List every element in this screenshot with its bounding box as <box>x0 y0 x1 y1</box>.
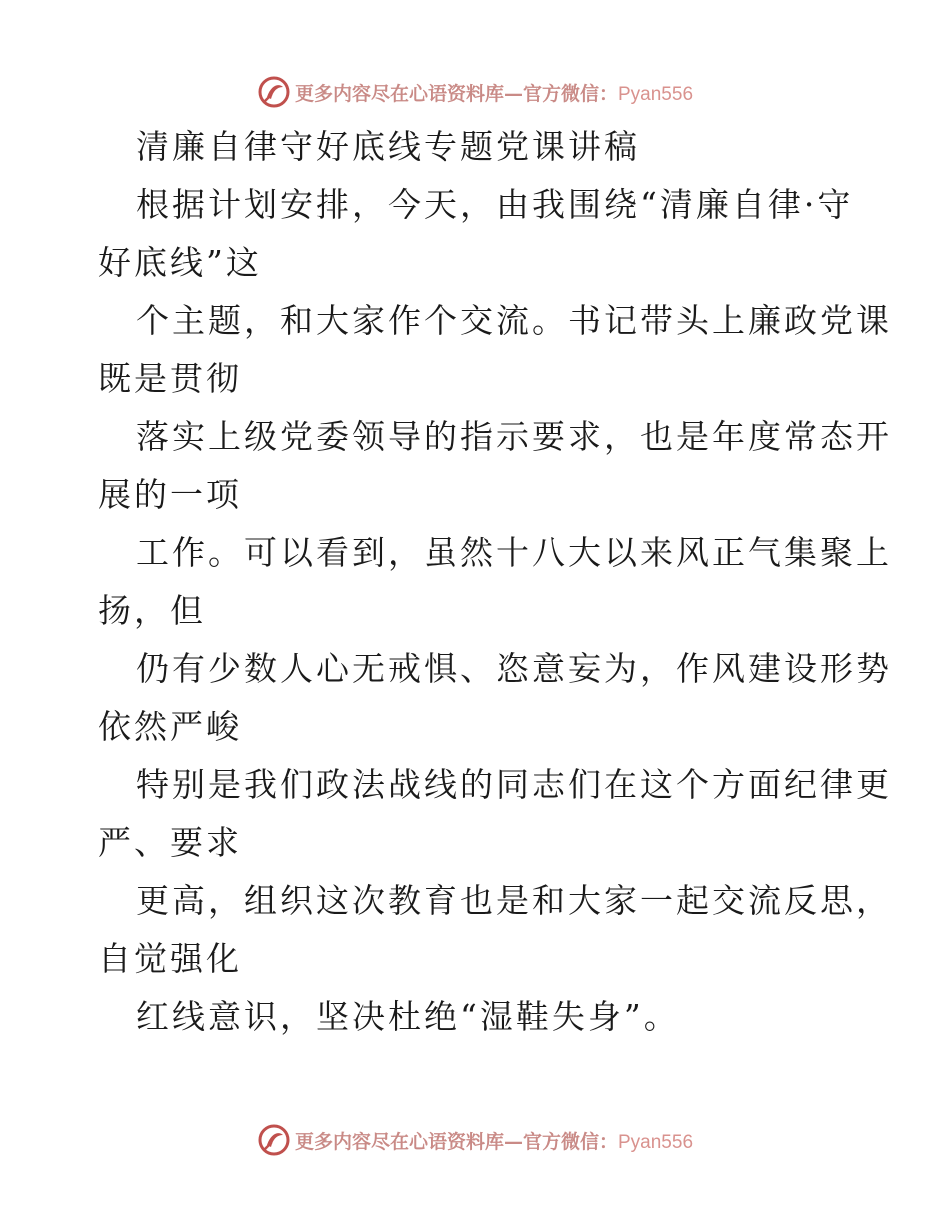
paragraph-line: 严、要求 <box>98 823 242 862</box>
paragraph-line: 好底线”这 <box>98 243 262 282</box>
paragraph-line: 红线意识，坚决杜绝“湿鞋失身”。 <box>136 997 680 1036</box>
paragraph-line: 依然严峻 <box>98 707 242 746</box>
paragraph-line: 工作。可以看到，虽然十八大以来风正气集聚上 <box>136 533 892 572</box>
header-wechat-label: 官方微信： <box>522 82 618 105</box>
brand-logo-icon <box>257 1123 291 1157</box>
footer-brand: 更多内容尽在心语资料库 <box>294 1130 504 1153</box>
footer-banner <box>0 1120 950 1160</box>
paragraph-line: 根据计划安排，今天，由我围绕“清廉自律·守 <box>136 185 854 224</box>
paragraph-line: 自觉强化 <box>98 939 242 978</box>
footer-dash: — <box>503 1130 523 1153</box>
footer-wechat-id: Pyan556 <box>618 1131 694 1153</box>
header-wechat-id: Pyan556 <box>618 83 694 105</box>
paragraph-line: 落实上级党委领导的指示要求，也是年度常态开 <box>136 417 892 456</box>
paragraph-line: 个主题，和大家作个交流。书记带头上廉政党课 <box>136 301 892 340</box>
paragraph-line: 仍有少数人心无戒惧、恣意妄为，作风建设形势 <box>136 649 892 688</box>
paragraph-line: 扬，但 <box>98 591 206 630</box>
brand-logo-icon <box>257 75 291 109</box>
footer-wechat-label: 官方微信： <box>522 1130 618 1153</box>
header-dash: — <box>503 82 523 105</box>
document-body <box>98 118 892 1046</box>
paragraph-line: 特别是我们政法战线的同志们在这个方面纪律更 <box>136 765 892 804</box>
footer-banner-text <box>295 1127 693 1154</box>
paragraph-line: 既是贯彻 <box>98 359 242 398</box>
header-brand: 更多内容尽在心语资料库 <box>294 82 504 105</box>
paragraph-line: 更高，组织这次教育也是和大家一起交流反思， <box>136 881 892 920</box>
paragraph-line: 展的一项 <box>98 475 242 514</box>
header-banner <box>0 72 950 112</box>
header-banner-text <box>295 79 693 106</box>
document-title: 清廉自律守好底线专题党课讲稿 <box>136 127 640 166</box>
